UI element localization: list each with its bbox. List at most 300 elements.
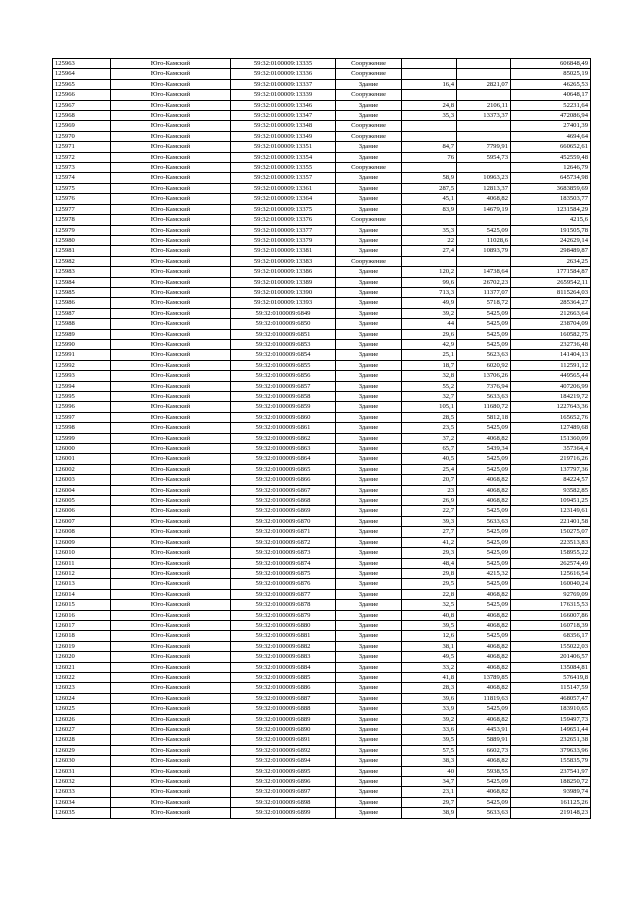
record-number-cell: 126021 bbox=[53, 662, 111, 672]
district-cell: Юго-Камский bbox=[111, 142, 231, 152]
cadastral-value-cell: 262574,49 bbox=[511, 558, 591, 568]
table-row bbox=[53, 454, 591, 464]
record-number-cell: 126004 bbox=[53, 485, 111, 495]
object-type-cell: Здание bbox=[336, 360, 402, 370]
table-row bbox=[53, 433, 591, 443]
object-type-cell: Здание bbox=[336, 204, 402, 214]
table-row bbox=[53, 464, 591, 474]
table-row bbox=[53, 444, 591, 454]
record-number-cell: 125986 bbox=[53, 298, 111, 308]
district-cell: Юго-Камский bbox=[111, 787, 231, 797]
record-number-cell: 126016 bbox=[53, 610, 111, 620]
district-cell: Юго-Камский bbox=[111, 537, 231, 547]
record-number-cell: 125990 bbox=[53, 339, 111, 349]
cadastral-value-cell: 183503,77 bbox=[511, 194, 591, 204]
record-number-cell: 125997 bbox=[53, 412, 111, 422]
district-cell: Юго-Камский bbox=[111, 371, 231, 381]
table-row bbox=[53, 787, 591, 797]
object-type-cell: Здание bbox=[336, 235, 402, 245]
cadastral-value-cell: 52231,64 bbox=[511, 100, 591, 110]
cadastral-value-cell: 4694,64 bbox=[511, 131, 591, 141]
area-cell: 25,4 bbox=[402, 464, 457, 474]
cadastral-value-cell: 160040,24 bbox=[511, 579, 591, 589]
area-cell: 45,1 bbox=[402, 194, 457, 204]
area-cell: 35,3 bbox=[402, 111, 457, 121]
district-cell: Юго-Камский bbox=[111, 496, 231, 506]
unit-value-cell: 4068,82 bbox=[457, 589, 511, 599]
cadastral-value-cell: 201406,57 bbox=[511, 652, 591, 662]
cadastral-value-cell: 125616,54 bbox=[511, 568, 591, 578]
cadastral-number-cell: 59:32:0100009:13364 bbox=[231, 194, 336, 204]
cadastral-value-cell: 3683859,69 bbox=[511, 183, 591, 193]
area-cell bbox=[402, 256, 457, 266]
table-row bbox=[53, 204, 591, 214]
cadastral-value-cell: 137797,36 bbox=[511, 464, 591, 474]
unit-value-cell: 4068,82 bbox=[457, 433, 511, 443]
unit-value-cell: 11377,07 bbox=[457, 287, 511, 297]
record-number-cell: 126027 bbox=[53, 725, 111, 735]
area-cell: 22,8 bbox=[402, 589, 457, 599]
cadastral-value-cell: 472086,94 bbox=[511, 111, 591, 121]
cadastral-value-cell: 298489,87 bbox=[511, 246, 591, 256]
cadastral-number-cell: 59:32:0100009:13377 bbox=[231, 225, 336, 235]
area-cell: 38,1 bbox=[402, 641, 457, 651]
unit-value-cell: 5425,09 bbox=[457, 558, 511, 568]
area-cell: 33,2 bbox=[402, 662, 457, 672]
district-cell: Юго-Камский bbox=[111, 329, 231, 339]
record-number-cell: 126028 bbox=[53, 735, 111, 745]
record-number-cell: 126008 bbox=[53, 527, 111, 537]
cadastral-value-cell: 160582,75 bbox=[511, 329, 591, 339]
district-cell: Юго-Камский bbox=[111, 69, 231, 79]
object-type-cell: Здание bbox=[336, 725, 402, 735]
cadastral-number-cell: 59:32:0100009:6896 bbox=[231, 777, 336, 787]
property-table bbox=[52, 58, 591, 819]
table-row bbox=[53, 100, 591, 110]
district-cell: Юго-Камский bbox=[111, 423, 231, 433]
district-cell: Юго-Камский bbox=[111, 152, 231, 162]
district-cell: Юго-Камский bbox=[111, 766, 231, 776]
cadastral-number-cell: 59:32:0100009:6891 bbox=[231, 735, 336, 745]
table-row bbox=[53, 475, 591, 485]
cadastral-value-cell: 68356,17 bbox=[511, 631, 591, 641]
object-type-cell: Сооружение bbox=[336, 90, 402, 100]
table-body bbox=[53, 59, 591, 819]
table-row bbox=[53, 256, 591, 266]
cadastral-value-cell: 242629,14 bbox=[511, 235, 591, 245]
table-row bbox=[53, 277, 591, 287]
table-row bbox=[53, 142, 591, 152]
table-row bbox=[53, 183, 591, 193]
record-number-cell: 125979 bbox=[53, 225, 111, 235]
table-row bbox=[53, 693, 591, 703]
object-type-cell: Здание bbox=[336, 444, 402, 454]
cadastral-number-cell: 59:32:0100009:13393 bbox=[231, 298, 336, 308]
cadastral-number-cell: 59:32:0100009:13357 bbox=[231, 173, 336, 183]
area-cell: 22,7 bbox=[402, 506, 457, 516]
cadastral-value-cell: 160718,39 bbox=[511, 620, 591, 630]
cadastral-number-cell: 59:32:0100009:6863 bbox=[231, 444, 336, 454]
unit-value-cell: 10963,23 bbox=[457, 173, 511, 183]
area-cell: 40,5 bbox=[402, 454, 457, 464]
area-cell: 16,4 bbox=[402, 79, 457, 89]
unit-value-cell: 7376,94 bbox=[457, 381, 511, 391]
unit-value-cell: 5812,18 bbox=[457, 412, 511, 422]
area-cell: 29,8 bbox=[402, 568, 457, 578]
area-cell bbox=[402, 121, 457, 131]
area-cell: 65,7 bbox=[402, 444, 457, 454]
record-number-cell: 126006 bbox=[53, 506, 111, 516]
district-cell: Юго-Камский bbox=[111, 256, 231, 266]
cadastral-value-cell: 4215,6 bbox=[511, 215, 591, 225]
table-row bbox=[53, 267, 591, 277]
unit-value-cell: 4068,82 bbox=[457, 683, 511, 693]
cadastral-value-cell: 8115264,03 bbox=[511, 287, 591, 297]
record-number-cell: 125993 bbox=[53, 371, 111, 381]
area-cell: 33,6 bbox=[402, 725, 457, 735]
unit-value-cell: 4453,91 bbox=[457, 725, 511, 735]
unit-value-cell: 14679,19 bbox=[457, 204, 511, 214]
record-number-cell: 125975 bbox=[53, 183, 111, 193]
cadastral-number-cell: 59:32:0100009:6884 bbox=[231, 662, 336, 672]
district-cell: Юго-Камский bbox=[111, 194, 231, 204]
area-cell: 32,7 bbox=[402, 392, 457, 402]
cadastral-number-cell: 59:32:0100009:6888 bbox=[231, 704, 336, 714]
cadastral-number-cell: 59:32:0100009:6886 bbox=[231, 683, 336, 693]
area-cell: 84,7 bbox=[402, 142, 457, 152]
unit-value-cell: 5425,09 bbox=[457, 579, 511, 589]
cadastral-number-cell: 59:32:0100009:6849 bbox=[231, 308, 336, 318]
district-cell: Юго-Камский bbox=[111, 215, 231, 225]
object-type-cell: Здание bbox=[336, 527, 402, 537]
cadastral-value-cell: 155835,79 bbox=[511, 756, 591, 766]
cadastral-value-cell: 238704,09 bbox=[511, 319, 591, 329]
unit-value-cell: 5425,09 bbox=[457, 308, 511, 318]
table-row bbox=[53, 360, 591, 370]
district-cell: Юго-Камский bbox=[111, 808, 231, 818]
object-type-cell: Здание bbox=[336, 267, 402, 277]
cadastral-number-cell: 59:32:0100009:6873 bbox=[231, 548, 336, 558]
cadastral-value-cell: 452559,48 bbox=[511, 152, 591, 162]
record-number-cell: 125994 bbox=[53, 381, 111, 391]
record-number-cell: 125964 bbox=[53, 69, 111, 79]
cadastral-value-cell: 237541,97 bbox=[511, 766, 591, 776]
record-number-cell: 126005 bbox=[53, 496, 111, 506]
unit-value-cell bbox=[457, 69, 511, 79]
district-cell: Юго-Камский bbox=[111, 339, 231, 349]
object-type-cell: Здание bbox=[336, 100, 402, 110]
area-cell: 49,9 bbox=[402, 298, 457, 308]
object-type-cell: Здание bbox=[336, 287, 402, 297]
area-cell: 40 bbox=[402, 766, 457, 776]
district-cell: Юго-Камский bbox=[111, 589, 231, 599]
area-cell: 42,9 bbox=[402, 339, 457, 349]
unit-value-cell: 7799,91 bbox=[457, 142, 511, 152]
unit-value-cell: 5425,09 bbox=[457, 537, 511, 547]
cadastral-number-cell: 59:32:0100009:13354 bbox=[231, 152, 336, 162]
record-number-cell: 125980 bbox=[53, 235, 111, 245]
cadastral-value-cell: 176315,53 bbox=[511, 600, 591, 610]
district-cell: Юго-Камский bbox=[111, 412, 231, 422]
area-cell: 58,9 bbox=[402, 173, 457, 183]
record-number-cell: 126026 bbox=[53, 714, 111, 724]
area-cell: 120,2 bbox=[402, 267, 457, 277]
object-type-cell: Здание bbox=[336, 111, 402, 121]
district-cell: Юго-Камский bbox=[111, 568, 231, 578]
cadastral-value-cell: 468057,47 bbox=[511, 693, 591, 703]
record-number-cell: 125966 bbox=[53, 90, 111, 100]
object-type-cell: Здание bbox=[336, 454, 402, 464]
object-type-cell: Здание bbox=[336, 246, 402, 256]
object-type-cell: Сооружение bbox=[336, 131, 402, 141]
area-cell: 29,3 bbox=[402, 548, 457, 558]
cadastral-value-cell: 1227643,36 bbox=[511, 402, 591, 412]
object-type-cell: Здание bbox=[336, 475, 402, 485]
object-type-cell: Здание bbox=[336, 537, 402, 547]
area-cell: 44 bbox=[402, 319, 457, 329]
object-type-cell: Здание bbox=[336, 600, 402, 610]
district-cell: Юго-Камский bbox=[111, 527, 231, 537]
area-cell: 713,3 bbox=[402, 287, 457, 297]
cadastral-number-cell: 59:32:0100009:6895 bbox=[231, 766, 336, 776]
object-type-cell: Здание bbox=[336, 194, 402, 204]
unit-value-cell: 4068,82 bbox=[457, 485, 511, 495]
unit-value-cell: 5425,09 bbox=[457, 631, 511, 641]
district-cell: Юго-Камский bbox=[111, 516, 231, 526]
unit-value-cell: 5425,09 bbox=[457, 454, 511, 464]
unit-value-cell: 5425,09 bbox=[457, 339, 511, 349]
district-cell: Юго-Камский bbox=[111, 392, 231, 402]
unit-value-cell bbox=[457, 163, 511, 173]
cadastral-number-cell: 59:32:0100009:13339 bbox=[231, 90, 336, 100]
cadastral-value-cell: 155022,03 bbox=[511, 641, 591, 651]
table-row bbox=[53, 298, 591, 308]
district-cell: Юго-Камский bbox=[111, 683, 231, 693]
district-cell: Юго-Камский bbox=[111, 714, 231, 724]
cadastral-number-cell: 59:32:0100009:6882 bbox=[231, 641, 336, 651]
object-type-cell: Здание bbox=[336, 745, 402, 755]
table-row bbox=[53, 756, 591, 766]
record-number-cell: 125968 bbox=[53, 111, 111, 121]
unit-value-cell: 4068,82 bbox=[457, 652, 511, 662]
district-cell: Юго-Камский bbox=[111, 641, 231, 651]
table-row bbox=[53, 641, 591, 651]
district-cell: Юго-Камский bbox=[111, 277, 231, 287]
record-number-cell: 126014 bbox=[53, 589, 111, 599]
area-cell: 18,7 bbox=[402, 360, 457, 370]
object-type-cell: Здание bbox=[336, 412, 402, 422]
district-cell: Юго-Камский bbox=[111, 381, 231, 391]
object-type-cell: Сооружение bbox=[336, 163, 402, 173]
area-cell: 32,8 bbox=[402, 371, 457, 381]
unit-value-cell: 10893,79 bbox=[457, 246, 511, 256]
table-row bbox=[53, 246, 591, 256]
table-row bbox=[53, 225, 591, 235]
table-row bbox=[53, 777, 591, 787]
cadastral-number-cell: 59:32:0100009:6851 bbox=[231, 329, 336, 339]
object-type-cell: Здание bbox=[336, 173, 402, 183]
unit-value-cell: 5425,09 bbox=[457, 548, 511, 558]
area-cell: 287,5 bbox=[402, 183, 457, 193]
table-row bbox=[53, 766, 591, 776]
cadastral-number-cell: 59:32:0100009:13386 bbox=[231, 267, 336, 277]
object-type-cell: Здание bbox=[336, 298, 402, 308]
unit-value-cell: 11028,6 bbox=[457, 235, 511, 245]
district-cell: Юго-Камский bbox=[111, 246, 231, 256]
record-number-cell: 126018 bbox=[53, 631, 111, 641]
object-type-cell: Здание bbox=[336, 641, 402, 651]
cadastral-number-cell: 59:32:0100009:13381 bbox=[231, 246, 336, 256]
district-cell: Юго-Камский bbox=[111, 610, 231, 620]
cadastral-number-cell: 59:32:0100009:6879 bbox=[231, 610, 336, 620]
unit-value-cell bbox=[457, 256, 511, 266]
cadastral-number-cell: 59:32:0100009:6878 bbox=[231, 600, 336, 610]
unit-value-cell: 4068,82 bbox=[457, 662, 511, 672]
cadastral-value-cell: 1231584,29 bbox=[511, 204, 591, 214]
table-row bbox=[53, 704, 591, 714]
table-row bbox=[53, 381, 591, 391]
cadastral-value-cell: 93989,74 bbox=[511, 787, 591, 797]
district-cell: Юго-Камский bbox=[111, 121, 231, 131]
district-cell: Юго-Камский bbox=[111, 235, 231, 245]
cadastral-value-cell: 92769,09 bbox=[511, 589, 591, 599]
object-type-cell: Здание bbox=[336, 704, 402, 714]
cadastral-value-cell: 127489,68 bbox=[511, 423, 591, 433]
cadastral-value-cell: 357364,4 bbox=[511, 444, 591, 454]
unit-value-cell: 5633,63 bbox=[457, 808, 511, 818]
cadastral-value-cell: 449565,44 bbox=[511, 371, 591, 381]
cadastral-number-cell: 59:32:0100009:13337 bbox=[231, 79, 336, 89]
record-number-cell: 126007 bbox=[53, 516, 111, 526]
table-row bbox=[53, 496, 591, 506]
district-cell: Юго-Камский bbox=[111, 360, 231, 370]
cadastral-number-cell: 59:32:0100009:6861 bbox=[231, 423, 336, 433]
cadastral-number-cell: 59:32:0100009:6862 bbox=[231, 433, 336, 443]
record-number-cell: 125978 bbox=[53, 215, 111, 225]
object-type-cell: Здание bbox=[336, 496, 402, 506]
unit-value-cell: 4215,32 bbox=[457, 568, 511, 578]
table-row bbox=[53, 620, 591, 630]
cadastral-number-cell: 59:32:0100009:6857 bbox=[231, 381, 336, 391]
table-row bbox=[53, 558, 591, 568]
record-number-cell: 126025 bbox=[53, 704, 111, 714]
record-number-cell: 126030 bbox=[53, 756, 111, 766]
unit-value-cell: 5425,09 bbox=[457, 506, 511, 516]
cadastral-number-cell: 59:32:0100009:6887 bbox=[231, 693, 336, 703]
cadastral-number-cell: 59:32:0100009:6865 bbox=[231, 464, 336, 474]
record-number-cell: 125998 bbox=[53, 423, 111, 433]
object-type-cell: Здание bbox=[336, 548, 402, 558]
table-row bbox=[53, 194, 591, 204]
unit-value-cell: 26702,23 bbox=[457, 277, 511, 287]
object-type-cell: Здание bbox=[336, 558, 402, 568]
unit-value-cell bbox=[457, 90, 511, 100]
record-number-cell: 126003 bbox=[53, 475, 111, 485]
object-type-cell: Здание bbox=[336, 142, 402, 152]
record-number-cell: 125972 bbox=[53, 152, 111, 162]
unit-value-cell bbox=[457, 59, 511, 69]
table-row bbox=[53, 287, 591, 297]
cadastral-number-cell: 59:32:0100009:13351 bbox=[231, 142, 336, 152]
cadastral-number-cell: 59:32:0100009:6868 bbox=[231, 496, 336, 506]
record-number-cell: 126017 bbox=[53, 620, 111, 630]
table-row bbox=[53, 610, 591, 620]
object-type-cell: Здание bbox=[336, 339, 402, 349]
cadastral-value-cell: 85025,19 bbox=[511, 69, 591, 79]
table-row bbox=[53, 537, 591, 547]
cadastral-number-cell: 59:32:0100009:6859 bbox=[231, 402, 336, 412]
cadastral-number-cell: 59:32:0100009:6854 bbox=[231, 350, 336, 360]
area-cell: 25,1 bbox=[402, 350, 457, 360]
record-number-cell: 125970 bbox=[53, 131, 111, 141]
cadastral-value-cell: 141404,13 bbox=[511, 350, 591, 360]
object-type-cell: Здание bbox=[336, 402, 402, 412]
area-cell: 39,3 bbox=[402, 516, 457, 526]
area-cell: 41,8 bbox=[402, 672, 457, 682]
district-cell: Юго-Камский bbox=[111, 454, 231, 464]
cadastral-value-cell: 1771584,87 bbox=[511, 267, 591, 277]
object-type-cell: Здание bbox=[336, 766, 402, 776]
cadastral-value-cell: 166007,86 bbox=[511, 610, 591, 620]
area-cell: 39,2 bbox=[402, 714, 457, 724]
table-row bbox=[53, 548, 591, 558]
table-row bbox=[53, 69, 591, 79]
area-cell: 39,5 bbox=[402, 735, 457, 745]
object-type-cell: Здание bbox=[336, 423, 402, 433]
unit-value-cell: 5425,09 bbox=[457, 797, 511, 807]
area-cell: 39,5 bbox=[402, 620, 457, 630]
table-row bbox=[53, 392, 591, 402]
district-cell: Юго-Камский bbox=[111, 308, 231, 318]
table-row bbox=[53, 652, 591, 662]
cadastral-number-cell: 59:32:0100009:6892 bbox=[231, 745, 336, 755]
record-number-cell: 126015 bbox=[53, 600, 111, 610]
cadastral-number-cell: 59:32:0100009:6880 bbox=[231, 620, 336, 630]
unit-value-cell: 5954,73 bbox=[457, 152, 511, 162]
record-number-cell: 126031 bbox=[53, 766, 111, 776]
object-type-cell: Сооружение bbox=[336, 69, 402, 79]
district-cell: Юго-Камский bbox=[111, 693, 231, 703]
cadastral-number-cell: 59:32:0100009:6853 bbox=[231, 339, 336, 349]
district-cell: Юго-Камский bbox=[111, 620, 231, 630]
cadastral-number-cell: 59:32:0100009:6894 bbox=[231, 756, 336, 766]
record-number-cell: 125981 bbox=[53, 246, 111, 256]
area-cell: 28,5 bbox=[402, 412, 457, 422]
area-cell: 27,7 bbox=[402, 527, 457, 537]
unit-value-cell bbox=[457, 215, 511, 225]
table-row bbox=[53, 215, 591, 225]
unit-value-cell: 4068,82 bbox=[457, 475, 511, 485]
unit-value-cell: 5633,63 bbox=[457, 392, 511, 402]
cadastral-number-cell: 59:32:0100009:6850 bbox=[231, 319, 336, 329]
area-cell: 55,2 bbox=[402, 381, 457, 391]
table-row bbox=[53, 714, 591, 724]
record-number-cell: 126032 bbox=[53, 777, 111, 787]
cadastral-number-cell: 59:32:0100009:6860 bbox=[231, 412, 336, 422]
cadastral-value-cell: 606848,49 bbox=[511, 59, 591, 69]
cadastral-number-cell: 59:32:0100009:6867 bbox=[231, 485, 336, 495]
object-type-cell: Здание bbox=[336, 225, 402, 235]
district-cell: Юго-Камский bbox=[111, 79, 231, 89]
unit-value-cell: 5425,09 bbox=[457, 600, 511, 610]
area-cell: 26,9 bbox=[402, 496, 457, 506]
unit-value-cell: 4068,82 bbox=[457, 714, 511, 724]
area-cell: 38,9 bbox=[402, 808, 457, 818]
area-cell: 37,2 bbox=[402, 433, 457, 443]
object-type-cell: Здание bbox=[336, 319, 402, 329]
area-cell: 105,1 bbox=[402, 402, 457, 412]
record-number-cell: 126001 bbox=[53, 454, 111, 464]
